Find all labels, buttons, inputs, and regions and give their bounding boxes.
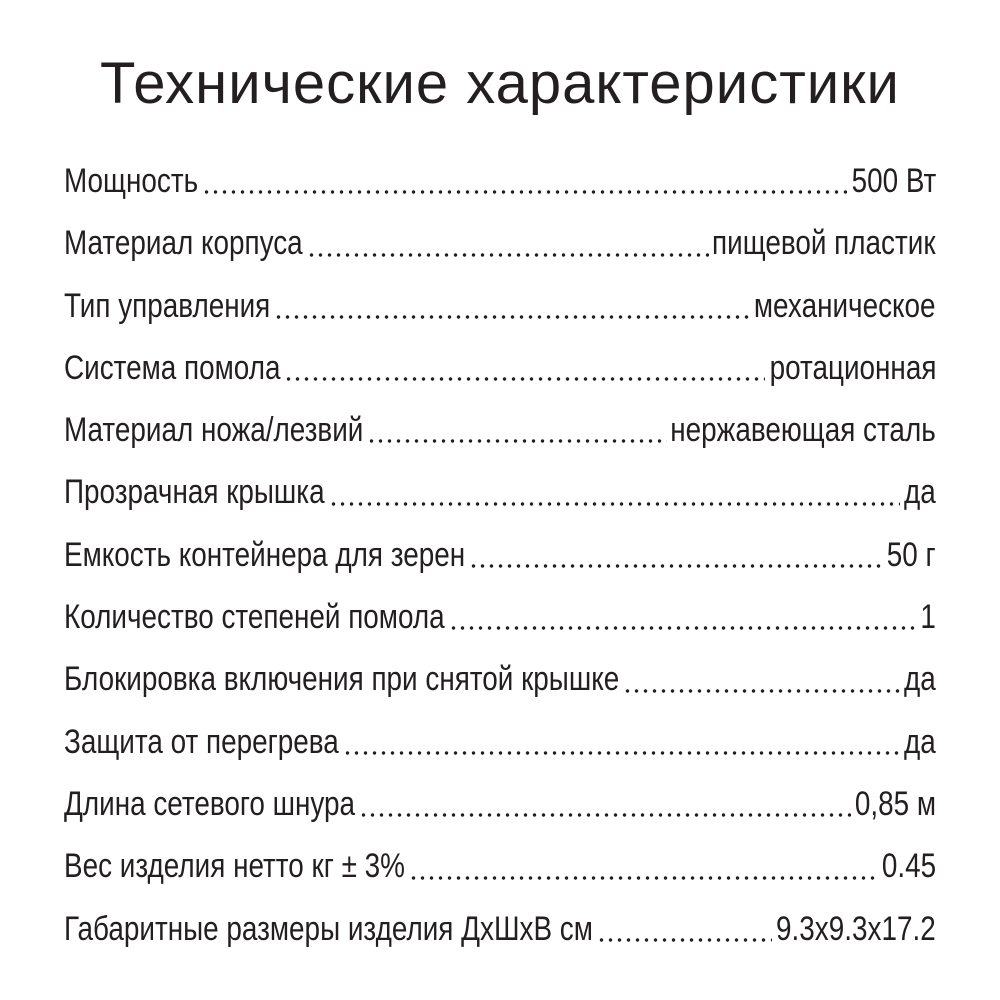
spec-value-text: 1: [920, 598, 936, 637]
spec-value-text: да: [904, 722, 936, 761]
spec-value: [769, 337, 936, 399]
page-title: Технические характеристики: [100, 51, 900, 116]
spec-value-text: ротационная: [769, 348, 936, 387]
spec-value: [904, 711, 936, 773]
spec-row-body-material: [64, 212, 936, 274]
dot-leader: [359, 811, 851, 819]
spec-row-grinding-system: [64, 337, 936, 399]
spec-value-text: 50 г: [887, 535, 936, 574]
spec-label-text: Количество степеней помола: [64, 598, 445, 637]
spec-label-text: Материал ножа/лезвий: [64, 411, 364, 450]
spec-list: [64, 150, 936, 960]
spec-value-text: пищевой пластик: [712, 224, 936, 263]
spec-value: [887, 524, 936, 586]
spec-row-cord-length: [64, 773, 936, 835]
spec-value: [754, 275, 936, 337]
spec-label: [64, 586, 445, 648]
spec-value: [904, 648, 936, 710]
spec-label-text: Система помола: [64, 348, 281, 387]
spec-label: [64, 337, 280, 399]
spec-label-text: Материал корпуса: [64, 224, 303, 263]
spec-label: [64, 524, 465, 586]
spec-label: [64, 150, 198, 212]
spec-label: [64, 898, 593, 960]
spec-value: [851, 150, 936, 212]
spec-label-text: Тип управления: [64, 286, 271, 325]
dot-leader: [274, 313, 750, 321]
spec-row-overheat-protection: [64, 711, 936, 773]
dot-leader: [343, 749, 900, 757]
spec-label-text: Мощность: [64, 162, 199, 200]
dot-leader: [202, 188, 847, 196]
spec-value-text: 500 Вт: [851, 162, 936, 200]
spec-value-text: механическое: [754, 286, 936, 325]
spec-row-dimensions: [64, 898, 936, 960]
spec-value: [904, 461, 936, 523]
spec-value-text: да: [904, 473, 936, 512]
spec-row-power: [64, 150, 936, 212]
spec-label: [64, 212, 303, 274]
spec-row-control-type: [64, 275, 936, 337]
spec-value-text: 9.3x9.3x17.2: [776, 909, 936, 948]
spec-value: [882, 835, 936, 897]
dot-leader: [284, 375, 765, 383]
spec-row-bean-capacity: [64, 524, 936, 586]
spec-value-text: да: [904, 660, 936, 699]
spec-value-text: нержавеющая сталь: [670, 411, 936, 450]
spec-label: [64, 399, 363, 461]
dot-leader: [367, 437, 666, 445]
spec-label: [64, 835, 405, 897]
spec-value-text: 0.45: [881, 847, 936, 886]
spec-value: [713, 212, 936, 274]
spec-label: [64, 773, 355, 835]
spec-label-text: Защита от перегрева: [64, 722, 339, 761]
spec-label-text: Блокировка включения при снятой крышке: [64, 660, 620, 699]
dot-leader: [623, 687, 900, 695]
spec-label-text: Габаритные размеры изделия ДхШхВ см: [64, 909, 593, 948]
spec-label: [64, 648, 619, 710]
spec-value: [855, 773, 936, 835]
spec-label-text: Прозрачная крышка: [64, 473, 325, 512]
spec-label: [64, 461, 325, 523]
spec-label-text: Вес изделия нетто кг ± 3%: [64, 847, 405, 886]
spec-label-text: Длина сетевого шнура: [64, 784, 356, 823]
dot-leader: [449, 624, 917, 632]
spec-label: [64, 275, 270, 337]
spec-value-text: 0,85 м: [854, 784, 936, 823]
spec-row-net-weight: [64, 835, 936, 897]
dot-leader: [409, 874, 878, 882]
spec-row-blade-material: [64, 399, 936, 461]
spec-label-text: Емкость контейнера для зерен: [64, 535, 466, 574]
spec-label: [64, 711, 339, 773]
dot-leader: [329, 500, 901, 508]
dot-leader: [307, 251, 709, 259]
spec-value: [776, 898, 936, 960]
spec-value: [671, 399, 936, 461]
spec-row-grind-levels: [64, 586, 936, 648]
spec-row-lid-lock: [64, 648, 936, 710]
dot-leader: [597, 936, 772, 944]
dot-leader: [469, 562, 883, 570]
spec-row-transparent-lid: [64, 461, 936, 523]
spec-value: [920, 586, 936, 648]
